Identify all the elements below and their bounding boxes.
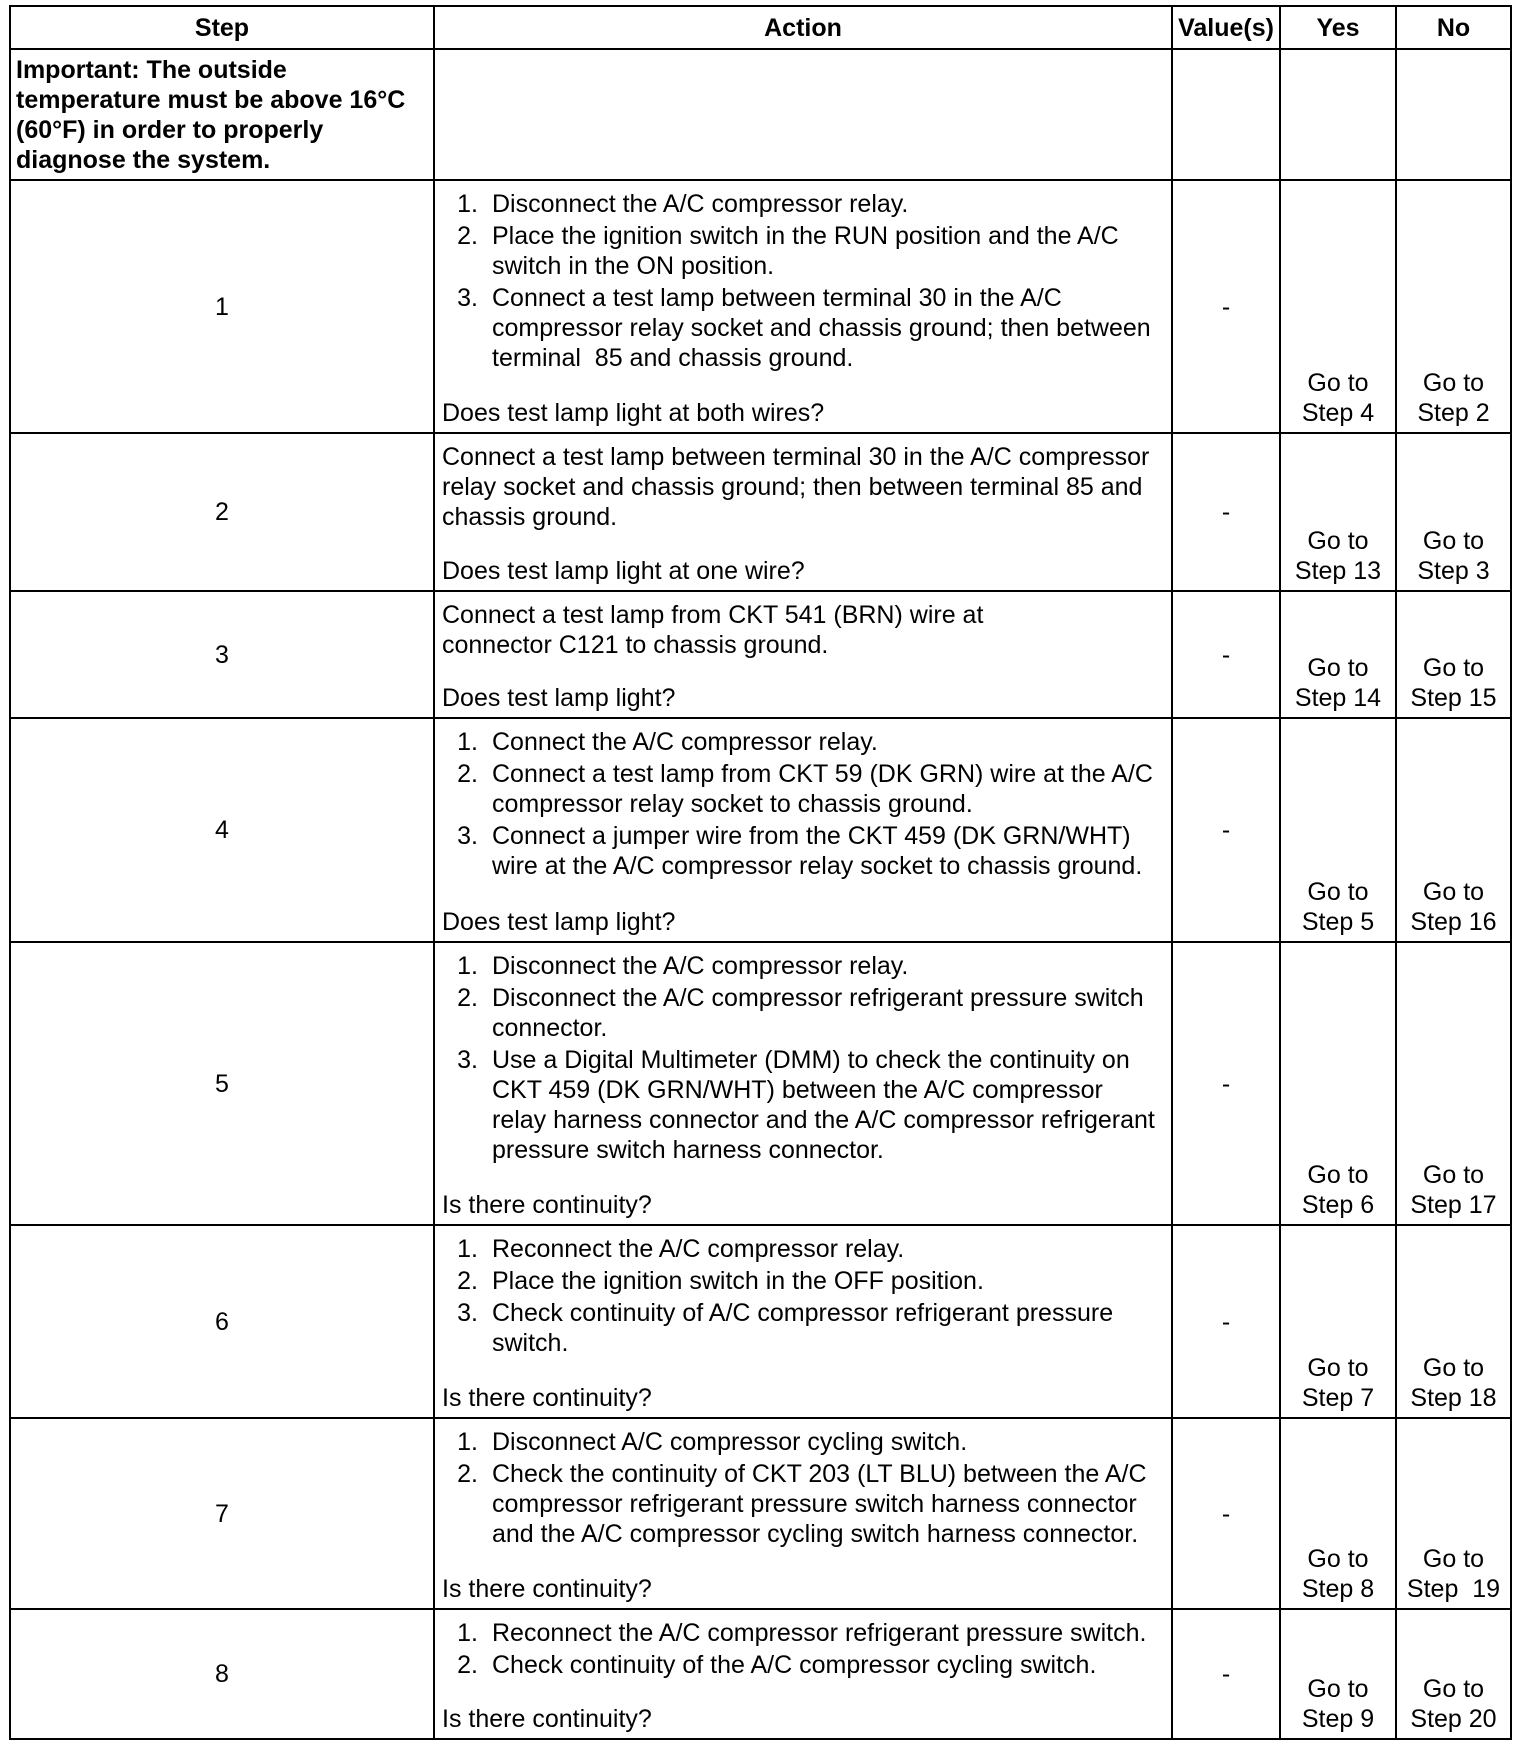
no-target: Go to Step 16 [1410, 878, 1497, 936]
step-number-cell [11, 943, 435, 1226]
empty-cell [1397, 50, 1512, 181]
action-item [442, 1618, 1163, 1648]
action-item-text: Reconnect the A/C compressor relay. [492, 1235, 905, 1263]
yes-cell [1281, 1610, 1397, 1740]
action-item [442, 1045, 1163, 1165]
value-cell [1173, 1419, 1281, 1610]
header-no: No [1397, 7, 1512, 50]
diagnostic-table [9, 5, 1512, 1740]
yes-cell [1281, 434, 1397, 592]
action-item-number: 1. [457, 1235, 478, 1263]
value-text: - [1221, 816, 1231, 844]
no-cell [1397, 719, 1512, 943]
action-item [442, 1427, 1163, 1457]
yes-target: Go to Step 4 [1301, 369, 1375, 427]
action-item [442, 221, 1163, 281]
action-item-text: Place the ignition switch in the RUN position and the A/C switch in the ON position. [492, 222, 1119, 280]
step-number: 6 [215, 1307, 229, 1336]
yes-cell [1281, 592, 1397, 719]
action-question: Does test lamp light at both wires? [442, 399, 825, 427]
action-text: Connect a test lamp between terminal 30 in the A/C compressor relay socket and chassis ground; then between terminal 85 and chassis ground. [442, 443, 1150, 531]
action-item-text: Check continuity of A/C compressor refrigerant pressure switch. [492, 1299, 1114, 1357]
value-cell [1173, 719, 1281, 943]
value-cell [1173, 1610, 1281, 1740]
action-item [442, 951, 1163, 981]
action-cell [435, 719, 1173, 943]
yes-target: Go to Step 8 [1301, 1545, 1375, 1603]
action-item-number: 2. [457, 222, 478, 250]
value-text: - [1221, 1069, 1231, 1098]
action-question: Is there continuity? [442, 1191, 652, 1219]
value-text: - [1221, 498, 1231, 526]
step-number: 7 [215, 1499, 229, 1528]
value-cell [1173, 181, 1281, 434]
no-cell [1397, 943, 1512, 1226]
header-values: Value(s) [1173, 7, 1281, 50]
action-cell [435, 943, 1173, 1226]
action-item-text: Disconnect the A/C compressor relay. [492, 190, 909, 218]
no-target: Go to Step 17 [1410, 1161, 1497, 1219]
no-target: Go to Step 20 [1410, 1675, 1497, 1733]
value-cell [1173, 434, 1281, 592]
action-item-text: Use a Digital Multimeter (DMM) to check the continuity on CKT 459 (DK GRN/WHT) between the A/C compressor relay harness connector and the A/C compressor refrigerant pressure switch harness connector. [492, 1046, 1155, 1164]
no-cell [1397, 181, 1512, 434]
value-text: - [1221, 292, 1231, 321]
value-cell [1173, 1226, 1281, 1419]
action-item [442, 1459, 1163, 1549]
yes-cell [1281, 1226, 1397, 1419]
value-cell [1173, 592, 1281, 719]
step-number-cell [11, 1419, 435, 1610]
action-item-text: Reconnect the A/C compressor refrigerant pressure switch. [492, 1619, 1147, 1647]
action-item [442, 759, 1163, 819]
action-item-number: 1. [457, 1619, 478, 1647]
step-number-cell [11, 719, 435, 943]
action-item-text: Disconnect the A/C compressor relay. [492, 952, 909, 980]
action-item [442, 189, 1163, 219]
action-item [442, 821, 1163, 881]
action-item [442, 1650, 1163, 1680]
action-item-number: 1. [457, 190, 478, 218]
value-text: - [1221, 1307, 1231, 1336]
action-item [442, 1298, 1163, 1358]
yes-cell [1281, 1419, 1397, 1610]
yes-target: Go to Step 5 [1301, 878, 1375, 936]
step-number-cell [11, 592, 435, 719]
value-text: - [1221, 640, 1231, 669]
action-item-text: Connect the A/C compressor relay. [492, 728, 878, 756]
action-item [442, 983, 1163, 1043]
step-number: 8 [215, 1660, 229, 1688]
action-item [442, 1234, 1163, 1264]
action-item-number: 2. [457, 984, 478, 1012]
empty-cell [1281, 50, 1397, 181]
yes-cell [1281, 943, 1397, 1226]
yes-target: Go to Step 6 [1301, 1161, 1375, 1219]
action-item-text: Disconnect the A/C compressor refrigerant pressure switch connector. [492, 984, 1144, 1042]
yes-target: Go to Step 7 [1301, 1354, 1375, 1412]
action-item-number: 2. [457, 1267, 478, 1295]
yes-target: Go to Step 14 [1294, 654, 1382, 712]
action-question: Is there continuity? [442, 1705, 652, 1733]
step-number: 1 [215, 292, 229, 321]
action-item-number: 1. [457, 952, 478, 980]
action-item [442, 283, 1163, 373]
step-number: 5 [215, 1069, 229, 1098]
no-cell [1397, 434, 1512, 592]
action-question: Does test lamp light? [442, 684, 676, 712]
action-item-number: 1. [457, 1428, 478, 1456]
no-target: Go to Step 3 [1417, 527, 1490, 585]
value-text: - [1221, 1499, 1231, 1528]
value-text: - [1221, 1660, 1231, 1688]
yes-cell [1281, 181, 1397, 434]
action-item-text: Connect a test lamp from CKT 59 (DK GRN) wire at the A/C compressor relay socket to chassis ground. [492, 760, 1153, 818]
no-cell [1397, 1419, 1512, 1610]
header-step: Step [11, 7, 435, 50]
no-target: Go to Step 2 [1417, 369, 1490, 427]
no-cell [1397, 1610, 1512, 1740]
action-cell [435, 434, 1173, 592]
no-target: Go to Step 15 [1410, 654, 1497, 712]
yes-target: Go to Step 13 [1294, 527, 1382, 585]
empty-cell [1173, 50, 1281, 181]
action-text: Connect a test lamp from CKT 541 (BRN) wire at connector C121 to chassis ground. [442, 601, 984, 659]
no-target: Go to Step 19 [1406, 1545, 1501, 1603]
action-question: Is there continuity? [442, 1575, 652, 1603]
action-question: Does test lamp light? [442, 908, 676, 936]
step-number: 3 [215, 640, 229, 669]
action-item [442, 727, 1163, 757]
action-item-text: Check continuity of the A/C compressor cycling switch. [492, 1651, 1097, 1679]
action-cell [435, 1610, 1173, 1740]
yes-target: Go to Step 9 [1301, 1675, 1375, 1733]
no-target: Go to Step 18 [1410, 1354, 1497, 1412]
no-cell [1397, 1226, 1512, 1419]
action-item-number: 2. [457, 1651, 478, 1679]
step-number: 4 [215, 816, 229, 844]
step-number-cell [11, 1226, 435, 1419]
action-item-text: Connect a jumper wire from the CKT 459 (DK GRN/WHT) wire at the A/C compressor relay socket to chassis ground. [492, 822, 1143, 880]
action-item-text: Connect a test lamp between terminal 30 in the A/C compressor relay socket and chassis ground; then between terminal 85 and chassis ground. [492, 284, 1151, 372]
value-cell [1173, 943, 1281, 1226]
action-item-number: 1. [457, 728, 478, 756]
header-yes: Yes [1281, 7, 1397, 50]
action-item-number: 3. [457, 284, 478, 312]
action-item [442, 1266, 1163, 1296]
step-number: 2 [215, 498, 229, 526]
step-number-cell [11, 181, 435, 434]
empty-cell [435, 50, 1173, 181]
action-item-number: 3. [457, 1046, 478, 1074]
action-cell [435, 592, 1173, 719]
no-cell [1397, 592, 1512, 719]
action-item-text: Check the continuity of CKT 203 (LT BLU) between the A/C compressor refrigerant pressure switch harness connector and the A/C compressor cycling switch harness connector. [492, 1460, 1147, 1548]
important-note: Important: The outside temperature must be above 16°C (60°F) in order to properly diagnose the system. [11, 50, 435, 181]
action-question: Is there continuity? [442, 1384, 652, 1412]
step-number-cell [11, 1610, 435, 1740]
action-item-number: 2. [457, 760, 478, 788]
action-item-text: Disconnect A/C compressor cycling switch. [492, 1428, 968, 1456]
action-cell [435, 181, 1173, 434]
action-item-number: 3. [457, 822, 478, 850]
step-number-cell [11, 434, 435, 592]
action-question: Does test lamp light at one wire? [442, 557, 805, 585]
yes-cell [1281, 719, 1397, 943]
header-action: Action [435, 7, 1173, 50]
action-cell [435, 1419, 1173, 1610]
action-item-number: 2. [457, 1460, 478, 1488]
action-item-number: 3. [457, 1299, 478, 1327]
action-item-text: Place the ignition switch in the OFF position. [492, 1267, 984, 1295]
action-cell [435, 1226, 1173, 1419]
